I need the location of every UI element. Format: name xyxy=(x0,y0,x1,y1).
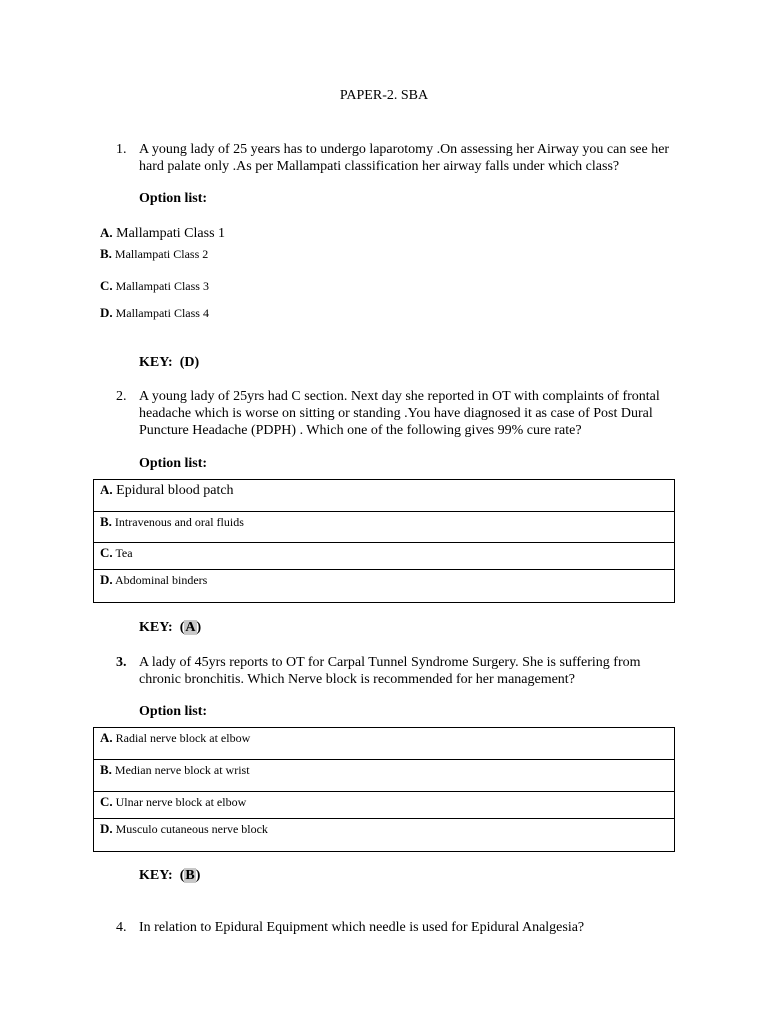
question-3-options-table xyxy=(93,727,675,852)
question-1-text: A young lady of 25 years has to undergo laparotomy .On assessing her Airway you can see her hard palate only .As per Mallampati classification her airway falls under which class? xyxy=(139,142,670,174)
question-3-option-d: D. Musculo cutaneous nerve block xyxy=(94,819,675,852)
question-2-option-d: D. Abdominal binders xyxy=(94,570,675,603)
question-2-number: 2. xyxy=(116,389,127,404)
question-3-option-b: B. Median nerve block at wrist xyxy=(94,760,675,792)
table-row xyxy=(94,819,675,852)
question-1-option-b: B. Mallampati Class 2 xyxy=(100,246,209,261)
question-4-number: 4. xyxy=(116,920,127,935)
question-2-option-b: B. Intravenous and oral fluids xyxy=(94,512,675,543)
question-2-key: KEY: (A) xyxy=(139,620,202,635)
question-3-option-a: A. Radial nerve block at elbow xyxy=(94,728,675,760)
question-1-key: KEY: (D) xyxy=(139,355,200,370)
question-1-number: 1. xyxy=(116,142,127,157)
question-2-option-list-label: Option list: xyxy=(139,456,208,471)
question-3-option-c: C. Ulnar nerve block at elbow xyxy=(94,792,675,819)
table-row xyxy=(94,543,675,570)
question-2-options-table xyxy=(93,479,675,603)
question-3-text: A lady of 45yrs reports to OT for Carpal Tunnel Syndrome Surgery. She is suffering from chronic bronchitis. Which Nerve block is recommended for her management? xyxy=(139,655,641,687)
question-2-option-a: A. Epidural blood patch xyxy=(94,480,675,512)
table-row xyxy=(94,728,675,760)
question-2-option-c: C. Tea xyxy=(94,543,675,570)
question-1-option-a: A. Mallampati Class 1 xyxy=(100,225,226,241)
page-title: PAPER-2. SBA xyxy=(339,88,429,103)
question-2-text: A young lady of 25yrs had C section. Next day she reported in OT with complaints of frontal headache which is worse on sitting or standing .You have diagnosed it as case of Post Dural Puncture Headache (PDPH) . Which one of the following gives 99% cure rate? xyxy=(139,389,660,438)
question-1-option-list-label: Option list: xyxy=(139,191,208,206)
key-highlight: A xyxy=(185,620,196,635)
key-highlight: B xyxy=(185,868,195,883)
question-4-text: In relation to Epidural Equipment which needle is used for Epidural Analgesia? xyxy=(139,920,585,935)
table-row xyxy=(94,512,675,543)
table-row xyxy=(94,792,675,819)
question-3-number: 3. xyxy=(116,655,127,670)
table-row xyxy=(94,760,675,792)
table-row xyxy=(94,570,675,603)
question-1-option-c: C. Mallampati Class 3 xyxy=(100,278,209,293)
question-3-option-list-label: Option list: xyxy=(139,704,208,719)
table-row xyxy=(94,480,675,512)
question-3-key: KEY: (B) xyxy=(139,868,201,883)
question-1-option-d: D. Mallampati Class 4 xyxy=(100,305,209,320)
